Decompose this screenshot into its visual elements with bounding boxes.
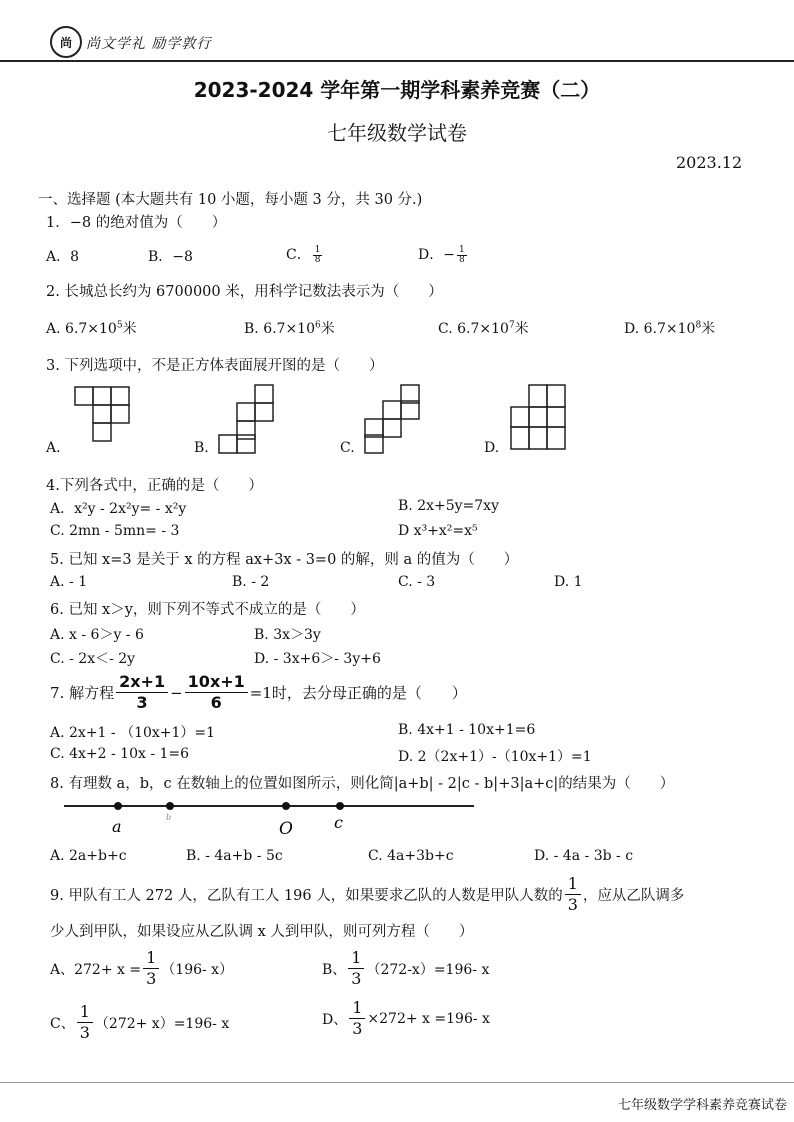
q9-a-fraction: $\frac{1}{3}$ bbox=[143, 948, 159, 989]
net-a-square bbox=[111, 387, 129, 405]
label-o: O bbox=[279, 819, 293, 838]
q9-d-fraction: $\frac{1}{3}$ bbox=[349, 998, 365, 1039]
net-a-square bbox=[93, 405, 111, 423]
net-d-square bbox=[511, 407, 529, 427]
q7-fraction-1: $\frac{2x+1}{3}$ bbox=[116, 672, 168, 713]
label-a: a bbox=[112, 817, 122, 836]
q9-stem-line1: 9. 甲队有工人 272 人，乙队有工人 196 人，如果要求乙队的人数是甲队人数的 $\frac{1}{3}$ ，应从乙队调多 bbox=[50, 874, 685, 914]
net-a-square bbox=[93, 423, 111, 441]
net-a-square bbox=[75, 387, 93, 405]
net-b-square bbox=[237, 421, 255, 439]
q4-option-a: A．x²y - 2x²y= - x²y bbox=[50, 501, 187, 517]
q8-option-b: B. - 4a+b - 5c bbox=[186, 848, 283, 864]
q3-net-d bbox=[508, 382, 580, 454]
page-footer: 七年级数学学科素养竞赛试卷 bbox=[618, 1098, 788, 1113]
net-d-square bbox=[529, 385, 547, 407]
footer-divider bbox=[0, 1082, 794, 1083]
q3-stem: 3. 下列选项中，不是正方体表面展开图的是（ ） bbox=[46, 358, 384, 374]
q1-option-b: B．−8 bbox=[148, 249, 193, 265]
q4-stem: 4.下列各式中，正确的是（ ） bbox=[46, 478, 263, 494]
q4-option-b: B. 2x+5y=7xy bbox=[398, 498, 499, 514]
q2-option-a: A. $6.7\times 10^5$米 bbox=[46, 320, 137, 337]
q1-option-a: A．8 bbox=[46, 249, 80, 265]
q7-fraction-2: $\frac{10x+1}{6}$ bbox=[185, 672, 248, 713]
net-b-square bbox=[255, 403, 273, 421]
q7-option-d: D. 2（2x+1）-（10x+1）=1 bbox=[398, 749, 592, 765]
q7-option-b: B. 4x+1 - 10x+1=6 bbox=[398, 722, 536, 738]
q1-stem: 1．−8 的绝对值为（ ） bbox=[46, 215, 227, 231]
q5-stem: 5. 已知 x=3 是关于 x 的方程 ax+3x - 3=0 的解，则 a 的值为（ ） bbox=[50, 552, 519, 568]
q7-option-a: A. 2x+1 - （10x+1）=1 bbox=[50, 725, 216, 741]
q8-option-d: D. - 4a - 3b - c bbox=[534, 848, 634, 864]
net-c-square bbox=[383, 419, 401, 437]
q8-option-a: A. 2a+b+c bbox=[50, 848, 127, 864]
point-a bbox=[114, 802, 122, 810]
net-b-square bbox=[237, 403, 255, 421]
q3-net-a bbox=[72, 384, 132, 454]
point-o bbox=[282, 802, 290, 810]
q1-option-d: D．− $\frac{1}{8}$ bbox=[418, 244, 465, 265]
q1-option-c: C． $\frac{1}{8}$ bbox=[286, 244, 321, 265]
net-b-square bbox=[219, 435, 237, 453]
q1-d-fraction: $\frac{1}{8}$ bbox=[458, 244, 465, 265]
net-a-square bbox=[111, 405, 129, 423]
q8-stem: 8. 有理数 a，b，c 在数轴上的位置如图所示，则化简|a+b| - 2|c - b|+3|a+c|的结果为（ ） bbox=[50, 776, 675, 792]
net-c-square bbox=[383, 401, 401, 419]
q3-option-c: C. bbox=[340, 440, 355, 456]
q9-option-b: B、 $\frac{1}{3}$ （272-x）=196- x bbox=[322, 948, 490, 988]
point-b bbox=[166, 802, 174, 810]
point-c bbox=[336, 802, 344, 810]
q9-option-c: C、 $\frac{1}{3}$ （272+ x）=196- x bbox=[50, 1002, 230, 1042]
net-b-square bbox=[255, 385, 273, 403]
q5-option-d: D. 1 bbox=[554, 574, 583, 590]
exam-date: 2023.12 bbox=[676, 153, 743, 172]
q4-option-c: C. 2mn - 5mn= - 3 bbox=[50, 523, 180, 539]
q3-option-b: B. bbox=[194, 440, 209, 456]
q8-option-c: C. 4a+3b+c bbox=[368, 848, 454, 864]
q3-net-b bbox=[216, 382, 276, 456]
label-c: c bbox=[334, 813, 343, 832]
header-divider bbox=[0, 60, 794, 62]
q9-b-fraction: $\frac{1}{3}$ bbox=[348, 948, 364, 989]
q7-stem: 7. 解方程 $\frac{2x+1}{3}$ − $\frac{10x+1}{6}$ =1时，去分母正确的是（ ） bbox=[50, 672, 467, 712]
exam-title: 2023-2024 学年第一期学科素养竞赛（二） bbox=[193, 78, 601, 102]
exam-subtitle: 七年级数学试卷 bbox=[327, 121, 467, 145]
q4-option-d: D x³+x²=x⁵ bbox=[398, 523, 478, 539]
label-b: b bbox=[166, 813, 172, 822]
q5-option-a: A. - 1 bbox=[50, 574, 88, 590]
q6-option-c: C. - 2x＜- 2y bbox=[50, 651, 136, 667]
net-b-square bbox=[237, 435, 255, 453]
net-d-square bbox=[511, 427, 529, 449]
q2-option-b: B. $6.7\times 10^6$米 bbox=[244, 320, 335, 337]
net-d-square bbox=[529, 407, 547, 427]
net-d-square bbox=[547, 427, 565, 449]
school-logo: 尚 bbox=[50, 26, 82, 58]
net-d-square bbox=[547, 407, 565, 427]
school-motto: 尚文学礼 励学敦行 bbox=[86, 36, 212, 52]
q6-option-a: A. x - 6＞y - 6 bbox=[50, 627, 144, 643]
q3-option-d: D. bbox=[484, 440, 500, 456]
q1-c-fraction: $\frac{1}{8}$ bbox=[314, 244, 321, 265]
q7-option-c: C. 4x+2 - 10x - 1=6 bbox=[50, 746, 190, 762]
q9-option-a: A、272+ x = $\frac{1}{3}$ （196- x） bbox=[50, 948, 234, 988]
q2-option-d: D. $6.7\times 10^8$米 bbox=[624, 320, 716, 337]
net-d-square bbox=[529, 427, 547, 449]
q6-stem: 6. 已知 x＞y，则下列不等式不成立的是（ ） bbox=[50, 602, 365, 618]
q6-option-d: D. - 3x+6＞- 3y+6 bbox=[254, 651, 381, 667]
number-line bbox=[60, 796, 480, 838]
section-heading: 一、选择题 (本大题共有 10 小题，每小题 3 分，共 30 分.) bbox=[38, 192, 423, 208]
q6-option-b: B. 3x＞3y bbox=[254, 627, 321, 643]
net-a-square bbox=[93, 387, 111, 405]
q9-c-fraction: $\frac{1}{3}$ bbox=[77, 1002, 93, 1043]
q2-option-c: C. $6.7\times 10^7$米 bbox=[438, 320, 529, 337]
q3-option-a: A. bbox=[46, 440, 61, 456]
q9-option-d: D、 $\frac{1}{3}$ ×272+ x =196- x bbox=[322, 998, 490, 1038]
q2-stem: 2. 长城总长约为 6700000 米，用科学记数法表示为（ ） bbox=[46, 284, 443, 300]
net-d-square bbox=[547, 385, 565, 407]
q5-option-b: B. - 2 bbox=[232, 574, 270, 590]
q5-option-c: C. - 3 bbox=[398, 574, 436, 590]
q9-fraction: $\frac{1}{3}$ bbox=[565, 874, 581, 915]
q9-stem-line2: 少人到甲队，如果设应从乙队调 x 人到甲队，则可列方程（ ） bbox=[50, 924, 474, 940]
q3-net-c bbox=[362, 382, 422, 456]
